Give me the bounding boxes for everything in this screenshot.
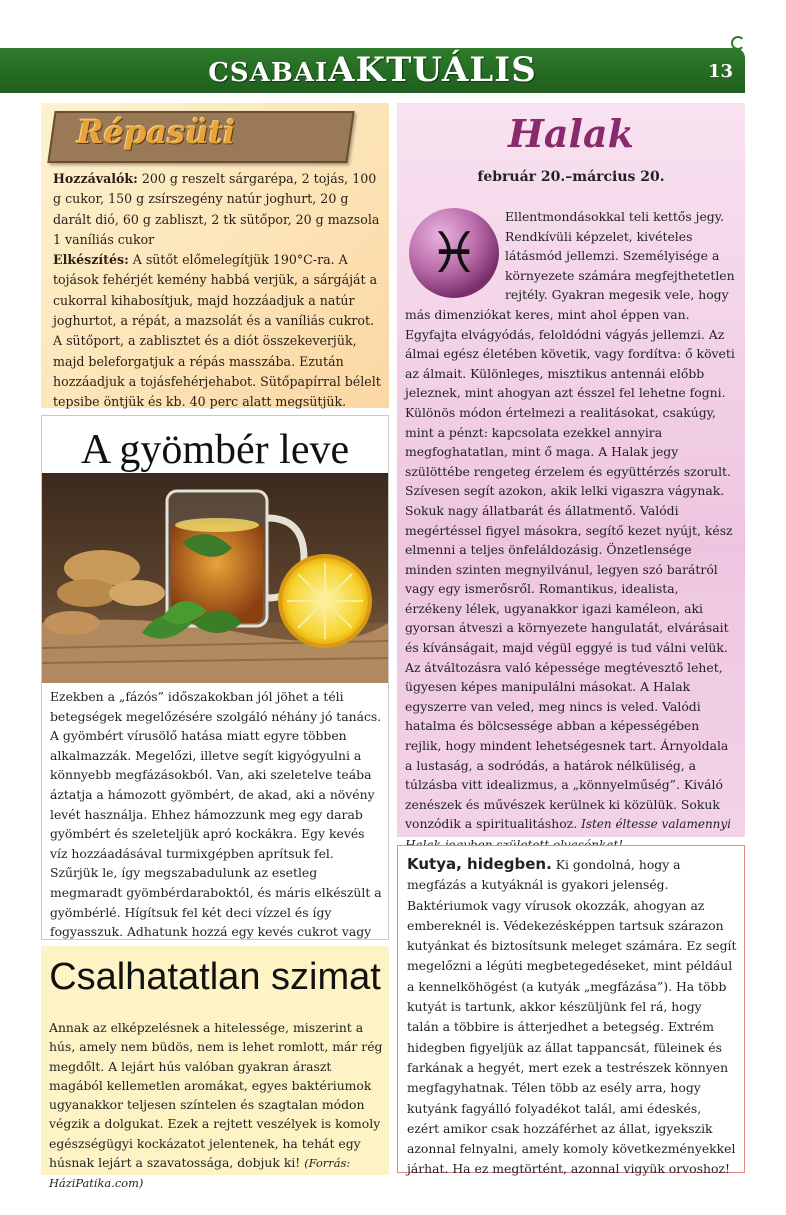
- title-part-1: CSABAI: [208, 58, 329, 88]
- nose-text: [49, 1018, 383, 1194]
- dog-body: Ki gondolná, hogy a megfázás a kutyáknál is gyakori jelenség. Baktériumok vagy vírusok okozzák, ahogyan az embereknél is. Védekezésképpen tartsuk szárazon kutyánkat és biztosítsunk meleget számára. Ez segít megelőzni a légúti megbetegedéseket, mint például a kennelköhögést (a kutyák „megfázása”). Ha több kutyát is tartunk, akkor készüljünk fel rá, hogy talán a többire is átterjedhet a betegség. Extrém hidegben figyeljük az állat tappancsát, füleinek és farkának a hegyét, mert ezek a testrészek könnyen megfagyhatnak. Télen több az esély arra, hogy kutyánk fagyálló folyadékot talál, ami édeskés, ezért amikor csak hozzáférhet az állat, igyekszik azonnal felnyalni, amely komoly következményekkel járhat. Ha ez megtörtént, azonnal vigyük orvoshoz!: [407, 857, 737, 1177]
- horoscope-text: [405, 207, 739, 856]
- ginger-article: [41, 415, 389, 940]
- preparation: A sütőt előmelegítjük 190°C-ra. A tojások fehérjét kemény habbá verjük, a sárgáját a cukorral kihabosítjuk, majd hozzáadjuk a natúr joghurtot, a répát, a mazsolát és a vaníliás cukrot. A sütőport, a zablisztet és a diót összekeverjük, majd beleforgatjuk a répás masszába. Ezután hozzáadjuk a tojásfehérjehabot. Sütőpapírral bélelt tepsibe öntjük és kb. 40 perc alatt megsütjük.: [53, 252, 381, 410]
- dog-heading: Kutya, hidegben.: [407, 855, 552, 873]
- preparation-label: Elkészítés:: [53, 252, 129, 268]
- title-part-2: AKTUÁLIS: [328, 50, 537, 90]
- nose-body: Annak az elképzelésnek a hitelessége, miszerint a hús, amely nem büdös, nem is lehet romlott, már rég megdőlt. A lejárt hús valóban gyakran áraszt magából kellemetlen aromákat, egyes baktériumok ugyanakkor teljesen színtelen és szagtalan módon végzik a dolgukat. Ezek a rejtett veszélyek is komoly egészségügyi kockázatot jelentenek, ha tehát egy húsnak lejárt a szavatossága, dobjuk ki!: [49, 1020, 383, 1171]
- recipe-text: [53, 169, 383, 413]
- horoscope-body: Ellentmondásokkal teli kettős jegy. Rendkívüli képzelet, kivételes látásmód jellemzi. Személyisége a környezete számára megfejthetetlen rejtély. Gyakran megesik vele, hogy más dimenziókat keres, mint ahol éppen van. Egyfajta elvágyódás, feloldódni vágyás jellemzi. Az álmai egész életében követik, vagy fordítva: ő követi az álmait. Különleges, misztikus antennái előbb jeleznek, mint ahogyan azt ésszel fel lehetne fogni. Különös módon értelmezi a realitásokat, csakúgy, mint a pénzt: kapcsolata ezekkel annyira megfoghatatlan, mint ő maga. A Halak jegy szülöttébe rengeteg érzelem és együttérzés szorult. Szívesen segít azokon, akik lelki vigaszra vágynak. Sokuk nagy állatbarát és állatmentő. Valódi megértéssel figyel másokra, segítő kezet nyújt, kész elmenni a teljes önfeláldozásig. Önzetlensége minden szinten megnyilvánul, legyen szó barátról vagy egy ismerősről. Romantikus, idealista, érzékeny lélek, ugyanakkor igazi kaméleon, aki gyorsan átveszi a környezete hangulatát, elvárásait és kívánságait, majd végül eggyé is tud válni velük. Az átváltozásra való képessége megtévesztő lehet, ügyesen képes manipulálni másokat. A Halak egyszerre van veled, meg nincs is veled. Valódi hatalma és bölcsessége abban a képességében rejlik, hogy mindent lehetségesnek tart. Árnyoldala a lustaság, a sodródás, a határok nélküliség, a túlzásba vitt idealizmus, a „könnyelműség”. Kiváló zenészek és művészek kerülnek ki közülük. Sokuk vonzódik a spiritualitáshoz.: [405, 209, 735, 832]
- recipe-box: [41, 103, 389, 408]
- recipe-title: Répasüti: [77, 113, 236, 151]
- ingredients: 200 g reszelt sárgarépa, 2 tojás, 100 g cukor, 150 g zsírszegény natúr joghurt, 20 g darált dió, 60 g zabliszt, 2 tk sütőpor, 20 g mazsola: [53, 171, 380, 227]
- horoscope-closing: Isten éltesse valamennyi: [581, 817, 732, 832]
- page-number: 13: [707, 61, 733, 82]
- horoscope-date: február 20.–március 20.: [477, 169, 665, 185]
- magazine-title: [0, 50, 745, 90]
- ginger-tea-illustration: [42, 473, 388, 683]
- ingredients-extra: 1 vaníliás cukor: [53, 231, 155, 247]
- nose-source: (Forrás: HáziPatika.com): [49, 1156, 351, 1191]
- icon-spacer: [405, 207, 505, 301]
- horoscope-title: Halak: [508, 111, 634, 156]
- header-band: [0, 48, 745, 93]
- horoscope-box: [397, 103, 745, 837]
- ginger-tea-photo: [42, 473, 388, 683]
- ginger-text: Ezekben a „fázós” időszakokban jól jöhet a téli betegségek megelőzésére szolgáló néhány jó tanács. A gyömbért vírusölő hatása miatt egyre többen alkalmazzák. Megelőzi, illetve segít kigyógyulni a könnyebb megfázásokból. Van, aki szeletelve teába áztatja a hámozott gyömbért, de akad, aki a növény levét használja. Ehhez hámozzunk meg egy darab gyömbért és szeleteljük apró kockákra. Egy kevés víz hozzáadásával turmixgépben aprítsuk fel. Szűrjük le, így megszabadulunk az esetleg megmaradt gyömbérdaraboktól, és máris elkészült a gyömbérlé. Hígítsuk fel két deci vízzel és így fogyasszuk. Adhatunk hozzá egy kevés cukrot vagy: [50, 689, 382, 940]
- nose-article: [41, 946, 389, 1191]
- dog-text: [407, 854, 737, 1180]
- nose-title: Csalhatatlan szimat: [49, 956, 381, 998]
- ginger-title: A gyömbér leve: [80, 427, 350, 473]
- dog-article: [397, 845, 745, 1177]
- pisces-glyph: ♓: [428, 221, 480, 286]
- ingredients-label: Hozzávalók:: [53, 171, 138, 186]
